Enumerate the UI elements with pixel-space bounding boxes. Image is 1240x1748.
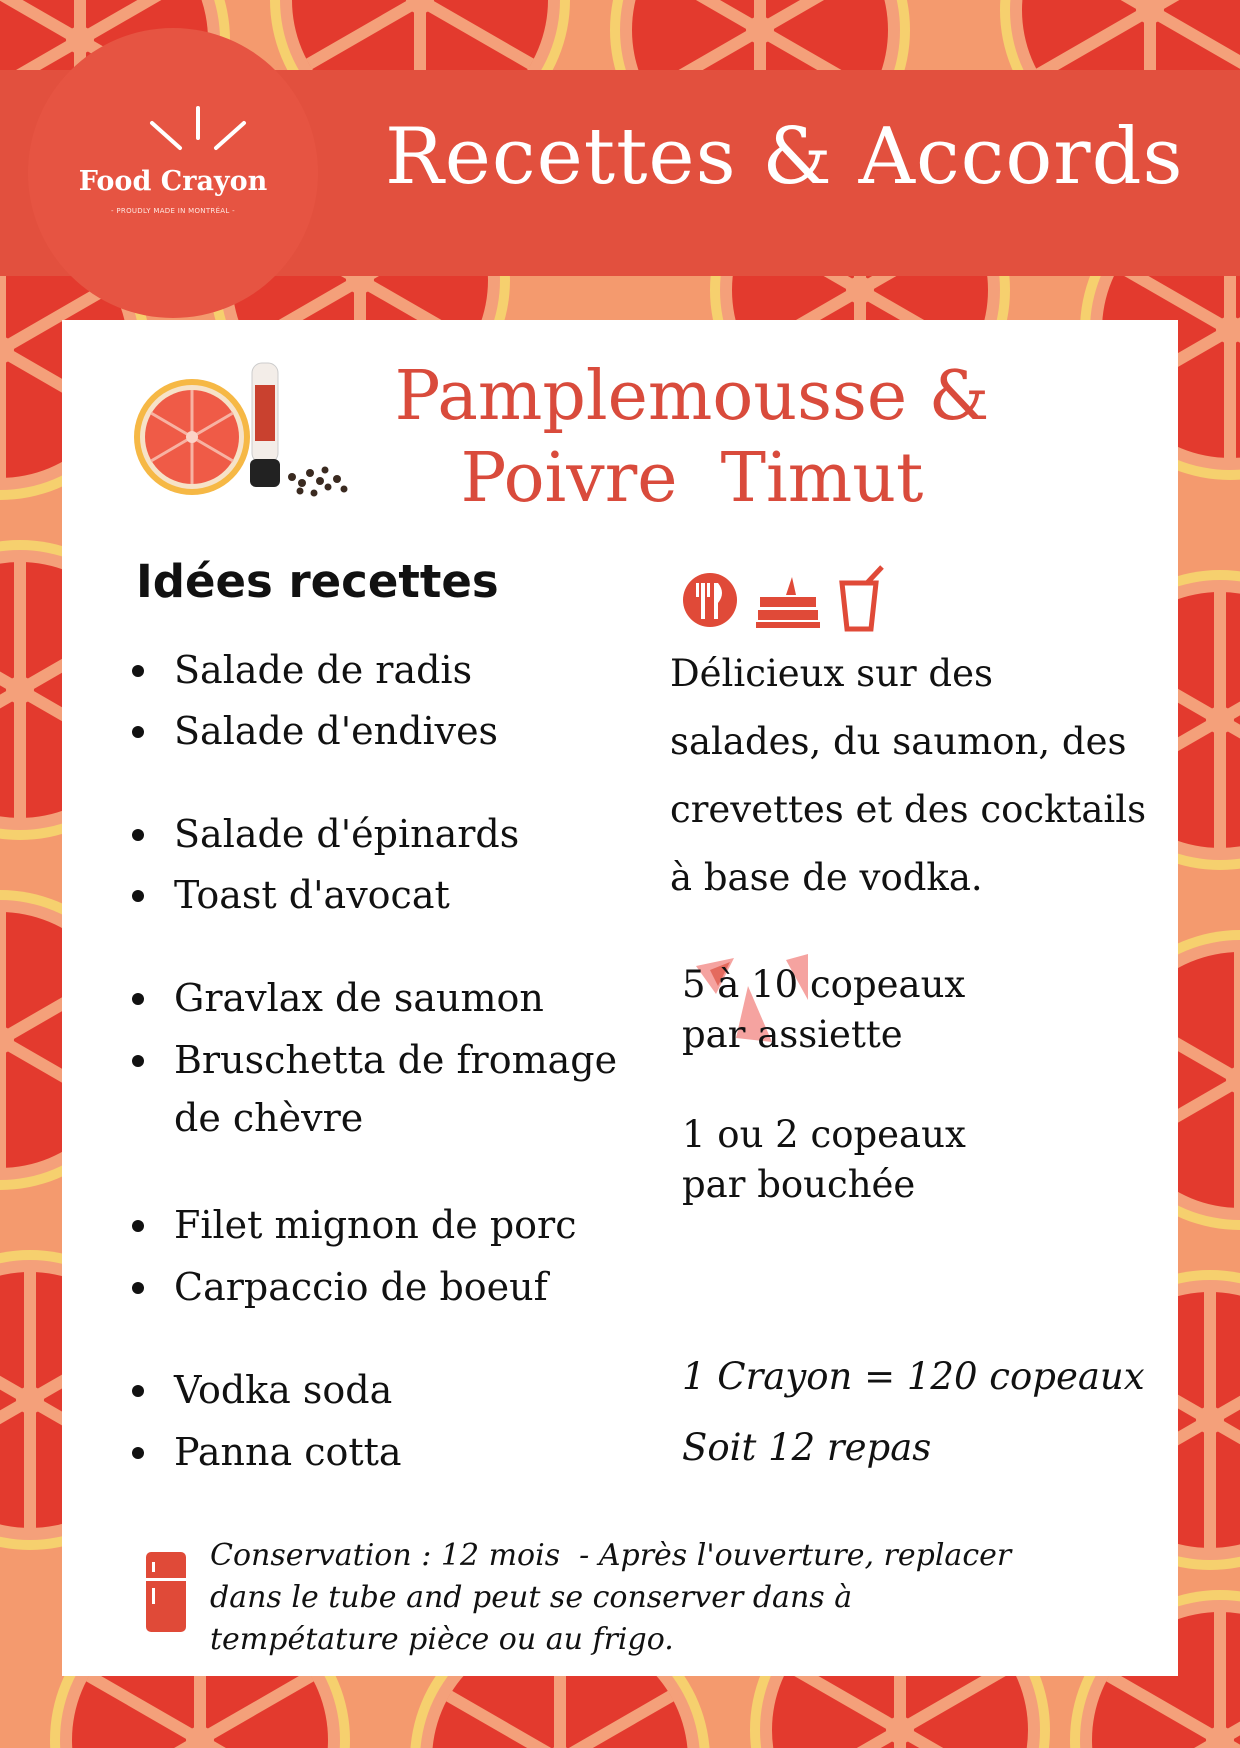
logo-tagline: - PROUDLY MADE IN MONTRÉAL - xyxy=(111,207,235,215)
dose-plate-line2: par assiette xyxy=(682,1013,903,1056)
conservation-line2: dans le tube and peut se conserver dans à xyxy=(210,1580,853,1615)
logo-name: Food Crayon xyxy=(78,166,268,197)
fridge-icon xyxy=(144,1550,188,1634)
list-item: Carpaccio de boeuf xyxy=(174,1257,548,1317)
pairing-line: à base de vodka. xyxy=(670,856,983,899)
ideas-heading: Idées recettes xyxy=(136,555,499,608)
yield-line1: 1 Crayon = 120 copeaux xyxy=(682,1355,1145,1398)
dose-bite-line2: par bouchée xyxy=(682,1163,916,1206)
cake-icon xyxy=(756,577,820,628)
list-item: Filet mignon de porc xyxy=(174,1195,576,1255)
pairing-line: crevettes et des cocktails xyxy=(670,788,1147,831)
conservation-line3: tempétature pièce ou au frigo. xyxy=(210,1622,674,1657)
grapefruit-pepper-crayon-image xyxy=(132,355,432,505)
list-item: Salade d'endives xyxy=(174,701,498,761)
dose-bite-line1: 1 ou 2 copeaux xyxy=(682,1113,966,1156)
list-item: Gravlax de saumon xyxy=(174,968,544,1028)
dose-plate-line1: 5 à 10 copeaux xyxy=(682,963,966,1006)
conservation-line1: Conservation : 12 mois - Après l'ouverture, replacer xyxy=(210,1538,1012,1573)
dose-plate xyxy=(682,960,965,1060)
pairing-line: salades, du saumon, des xyxy=(670,720,1127,763)
dose-bite xyxy=(682,1110,966,1210)
pairing-description xyxy=(670,640,1170,912)
list-item-continued: de chèvre xyxy=(174,1096,364,1140)
product-title-line1: Pamplemousse & xyxy=(394,357,990,436)
list-item: Bruschetta de fromage xyxy=(174,1030,617,1090)
fork-knife-icon xyxy=(683,573,737,627)
list-item: Vodka soda xyxy=(174,1360,392,1420)
conservation-note xyxy=(210,1535,1160,1661)
pairing-icons xyxy=(682,565,892,635)
recipe-card xyxy=(62,320,1178,1676)
cocktail-icon xyxy=(842,567,882,629)
page-title: Recettes & Accords xyxy=(385,112,1184,202)
product-title xyxy=(392,356,992,520)
list-item: Panna cotta xyxy=(174,1422,402,1482)
yield-line2: Soit 12 repas xyxy=(682,1426,932,1469)
pairing-line: Délicieux sur des xyxy=(670,652,993,695)
list-item: Salade d'épinards xyxy=(174,804,519,864)
list-item: Salade de radis xyxy=(174,640,472,700)
list-item: Toast d'avocat xyxy=(174,865,450,925)
product-title-line2: Poivre Timut xyxy=(460,439,924,518)
food-crayon-logo xyxy=(28,28,318,318)
